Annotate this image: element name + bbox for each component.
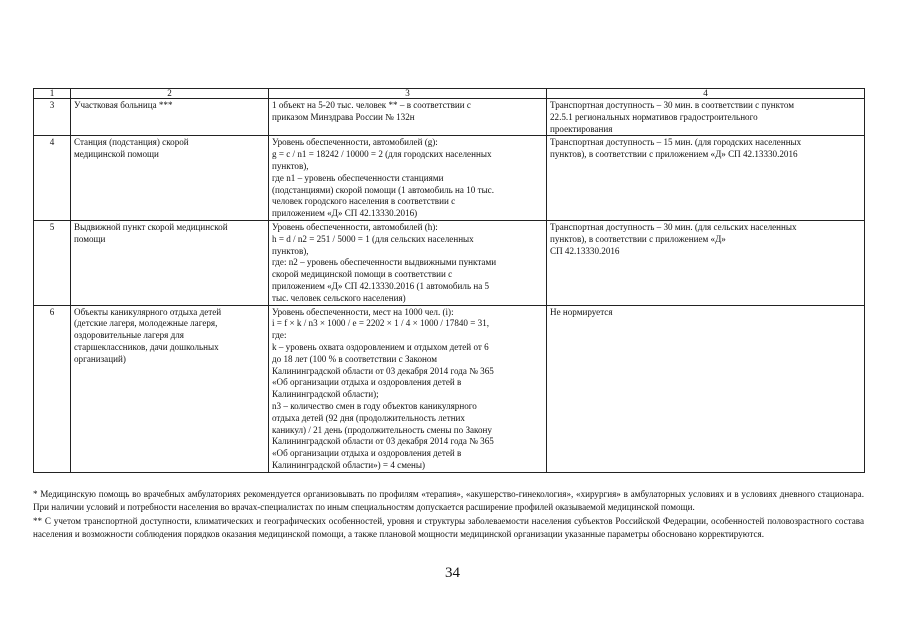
- row-number-cell: 4: [34, 136, 71, 221]
- cell-text-line: отдыха детей (92 дня (продолжительность летних: [272, 412, 465, 423]
- cell-text-line: (подстанциями) скорой помощи (1 автомобиль на 10 тыс.: [272, 184, 494, 195]
- cell-text-line: g = c / n1 = 18242 / 10000 = 2 (для городских населенных: [272, 149, 492, 160]
- accessibility-cell: [547, 99, 865, 136]
- cell-text-line: Калининградской области от 03 декабря 2014 года № 365: [272, 365, 494, 376]
- cell-text-line: 1 объект на 5-20 тыс. человек ** – в соответствии с: [272, 100, 471, 110]
- cell-text-line: где: n2 – уровень обеспеченности выдвижными пунктами: [272, 257, 497, 268]
- cell-text-line: Транспортная доступность – 15 мин. (для городских населенных: [550, 137, 802, 148]
- provision-norm-cell: [269, 99, 547, 136]
- cell-text-line: человек городского населения в соответствии с: [272, 196, 456, 207]
- cell-text-line: приложением «Д» СП 42.13330.2016 (1 автомобиль на 5: [272, 280, 490, 291]
- object-name-cell: [71, 99, 269, 136]
- cell-text-line: Уровень обеспеченности, автомобилей (g):: [272, 137, 438, 148]
- row-number-cell: 5: [34, 220, 71, 305]
- cell-text-line: пунктов), в соответствии с приложением «Д»: [550, 233, 726, 244]
- object-name-cell: [71, 220, 269, 305]
- cell-text-line: Транспортная доступность – 30 мин. в соответствии с пунктом: [550, 100, 794, 110]
- cell-text-line: «Об организации отдыха и оздоровления детей в: [272, 377, 462, 388]
- cell-text-line: Выдвижной пункт скорой медицинской: [74, 221, 228, 232]
- cell-text-line: n3 – количество смен в году объектов каникулярного: [272, 400, 477, 411]
- cell-text-line: Станция (подстанция) скорой: [74, 137, 189, 148]
- page-number: 34: [445, 565, 460, 581]
- cell-text-line: пунктов), в соответствии с приложением «Д» СП 42.13330.2016: [550, 149, 798, 160]
- cell-text-line: Объекты каникулярного отдыха детей: [74, 306, 222, 317]
- cell-text-line: старшеклассников, дачи дошкольных: [74, 341, 219, 352]
- table-row: [34, 220, 865, 305]
- table-row: [34, 305, 865, 472]
- cell-text-line: помощи: [74, 233, 106, 244]
- cell-text-line: пунктов),: [272, 160, 309, 171]
- cell-text-line: i = f × k / n3 × 1000 / e = 2202 × 1 / 4 × 1000 / 17840 = 31,: [272, 318, 490, 329]
- table-body: [34, 89, 865, 473]
- cell-text-line: до 18 лет (100 % в соответствии с Законом: [272, 353, 438, 364]
- cell-text-line: приказом Минздрава России № 132н: [272, 111, 415, 122]
- cell-text-line: 22.5.1 региональных нормативов градостроительного: [550, 111, 758, 122]
- cell-text-line: медицинской помощи: [74, 149, 159, 160]
- cell-text-line: где:: [272, 330, 287, 341]
- table-row: [34, 99, 865, 136]
- cell-text-line: Уровень обеспеченности, автомобилей (h):: [272, 221, 438, 232]
- cell-text-line: каникул) / 21 день (продолжительность смены по Закону: [272, 424, 492, 435]
- cell-text-line: (детские лагеря, молодежные лагеря,: [74, 318, 218, 329]
- cell-text-line: k – уровень охвата оздоровлением и отдыхом детей от 6: [272, 341, 489, 352]
- cell-text-line: проектирования: [550, 123, 613, 134]
- cell-text-line: оздоровительные лагеря для: [74, 330, 184, 341]
- accessibility-cell: [547, 305, 865, 472]
- cell-text-line: Уровень обеспеченности, мест на 1000 чел. (i):: [272, 306, 454, 317]
- cell-text-line: организаций): [74, 353, 126, 364]
- cell-text-line: h = d / n2 = 251 / 5000 = 1 (для сельских населенных: [272, 233, 474, 244]
- table-header-row: [34, 89, 865, 99]
- cell-text-line: приложением «Д» СП 42.13330.2016): [272, 208, 418, 219]
- column-header: 2: [71, 89, 269, 99]
- column-header: 4: [547, 89, 865, 99]
- column-header: 3: [269, 89, 547, 99]
- footnote: * Медицинскую помощь во врачебных амбулаториях рекомендуется организовывать по профилям «терапия», «акушерство-гинекология», «хирургия» в амбулаторных условиях и в условиях дневного стационара. При наличии условий и потребности населения во врачах-специалистах по иным специальностям допускается расширение профилей оказываемой медицинской помощи.: [33, 489, 864, 513]
- provision-norm-cell: [269, 136, 547, 221]
- row-number-cell: 3: [34, 99, 71, 136]
- provision-norm-cell: [269, 220, 547, 305]
- cell-text-line: где n1 – уровень обеспеченности станциями: [272, 172, 444, 183]
- cell-text-line: Калининградской области от 03 декабря 2014 года № 365: [272, 436, 494, 447]
- table-row: [34, 136, 865, 221]
- footnote: ** С учетом транспортной доступности, климатических и географических особенностей, уровня и структуры заболеваемости населения субъектов Российской Федерации, особенностей половозрастного состава населения и возможности соблюдения порядков оказания медицинской помощи, а также плановой мощности медицинской организации указанные параметры обосновано корректируются.: [33, 515, 864, 540]
- object-name-cell: [71, 136, 269, 221]
- object-name-cell: [71, 305, 269, 472]
- cell-text-line: скорой медицинской помощи в соответствии с: [272, 269, 453, 280]
- accessibility-cell: [547, 136, 865, 221]
- cell-text-line: Участковая больница ***: [74, 100, 173, 110]
- cell-text-line: Не нормируется: [550, 306, 613, 317]
- cell-text-line: пунктов),: [272, 245, 309, 256]
- cell-text-line: «Об организации отдыха и оздоровления детей в: [272, 448, 462, 459]
- cell-text-line: Калининградской области);: [272, 389, 379, 400]
- norms-table: [33, 88, 865, 473]
- footnotes: [33, 488, 864, 542]
- cell-text-line: Калининградской области») = 4 смены): [272, 459, 425, 470]
- accessibility-cell: [547, 220, 865, 305]
- column-header: 1: [34, 89, 71, 99]
- cell-text-line: Транспортная доступность – 30 мин. (для сельских населенных: [550, 221, 797, 232]
- cell-text-line: СП 42.13330.2016: [550, 245, 620, 256]
- row-number-cell: 6: [34, 305, 71, 472]
- cell-text-line: тыс. человек сельского населения): [272, 292, 406, 303]
- provision-norm-cell: [269, 305, 547, 472]
